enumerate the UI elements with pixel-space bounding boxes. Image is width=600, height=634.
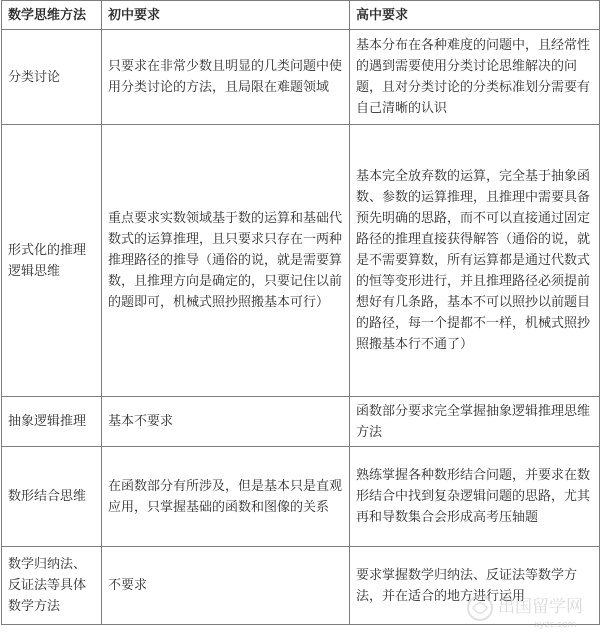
cell-senior: 基本分布在各种难度的问题中，且经常性的遇到需要使用分类讨论思维解决的问题，且对分类讨论的分类标准划分需要有自己清晰的认识 bbox=[350, 30, 600, 125]
cell-method: 形式化的推理逻辑思维 bbox=[2, 125, 102, 397]
header-junior: 初中要求 bbox=[102, 1, 350, 30]
cell-junior: 不要求 bbox=[102, 547, 350, 625]
cell-senior: 熟练掌握各种数形结合问题，并要求在数形结合中找到复杂逻辑问题的思路，尤其再和导数集合会形成高考压轴题 bbox=[350, 447, 600, 547]
cell-method: 数学归纳法、反证法等具体数学方法 bbox=[2, 547, 102, 625]
cell-senior: 要求掌握数学归纳法、反证法等数学方法，并在适合的地方进行运用 bbox=[350, 547, 600, 625]
table-header-row bbox=[2, 1, 600, 30]
table-row bbox=[2, 447, 600, 547]
table-row bbox=[2, 125, 600, 397]
cell-junior: 在函数部分有所涉及，但是基本只是直观应用，只掌握基础的函数和图像的关系 bbox=[102, 447, 350, 547]
cell-junior: 基本不要求 bbox=[102, 397, 350, 447]
requirements-table bbox=[1, 0, 600, 625]
cell-method: 数形结合思维 bbox=[2, 447, 102, 547]
table-row bbox=[2, 547, 600, 625]
cell-junior: 只要求在非常少数且明显的几类问题中使用分类讨论的方法，且局限在难题领域 bbox=[102, 30, 350, 125]
header-method: 数学思维方法 bbox=[2, 1, 102, 30]
cell-junior: 重点要求实数领域基于数的运算和基础代数式的运算推理，且只要求只存在一两种推理路径的推导（通俗的说，就是需要算数，且推理方向是确定的，只要记住以前的题即可，机械式照抄照搬基本可行） bbox=[102, 125, 350, 397]
table-row bbox=[2, 397, 600, 447]
watermark-sub: xyzc.com bbox=[534, 620, 577, 630]
table-row bbox=[2, 30, 600, 125]
cell-senior: 基本完全放弃数的运算，完全基于抽象函数、参数的运算推理，且推理中需要具备预先明确的思路，而不可以直接通过固定路径的推理直接获得解答（通俗的说，就是不需要算数，所有运算都是通过代数式的恒等变形进行，并且推理路径必须提前想好有几条路，基本不可以照抄以前题目的路径，每一个提都不一样，机械式照抄照搬基本行不通了） bbox=[350, 125, 600, 397]
header-senior: 高中要求 bbox=[350, 1, 600, 30]
cell-method: 分类讨论 bbox=[2, 30, 102, 125]
cell-senior: 函数部分要求完全掌握抽象逻辑推理思维方法 bbox=[350, 397, 600, 447]
watermark-text: 出国留学网 bbox=[498, 597, 583, 617]
cell-method: 抽象逻辑推理 bbox=[2, 397, 102, 447]
